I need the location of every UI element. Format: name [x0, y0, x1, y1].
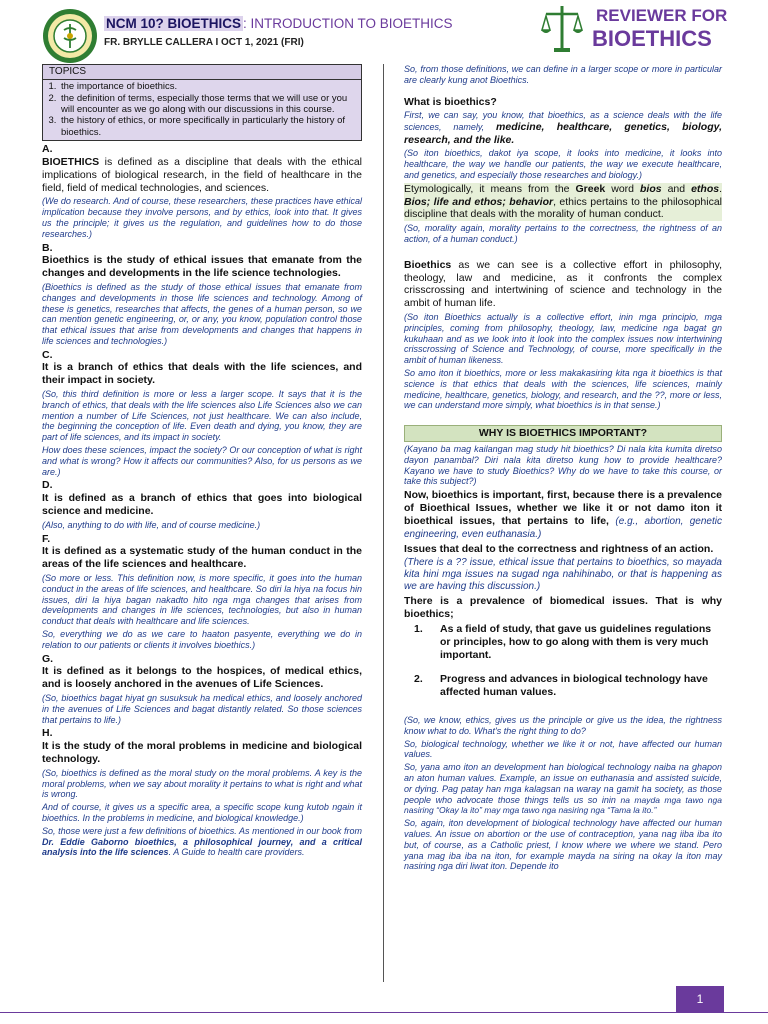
book-reference-lead: So, those were just a few definitions of bioethics. As mentioned in our book from: [42, 825, 362, 836]
course-title: [104, 16, 453, 31]
etymology-word: word: [605, 182, 640, 195]
definition-f-note: (So more or less. This definition now, is more specific, it goes into the human conduct in the areas of life sciences, and healthcare. So diri la hiya na focus hin issues, diri la hiya bagan nakadto hito nga mga changes that arises from developments and changes in life sciences, technologies, but also in human conduct that deals with healthcare and life sciences.: [42, 573, 362, 627]
etymology-note: (So, morality again, morality pertains to the correctness, the rightness of an action, of a human conduct.): [404, 223, 722, 244]
topic-item: 2. the definition of terms, especially those terms that we will use or you will encounter as we go along with our discussions in this course.: [59, 93, 357, 116]
course-code: NCM 10? BIOETHICS: [106, 16, 242, 31]
left-column: [42, 64, 362, 860]
reviewer-brand: [540, 2, 730, 58]
page-header: [0, 0, 768, 62]
book-reference-tail: . A Guide to health care providers.: [168, 847, 305, 858]
collective-effort-term: Bioethics: [404, 258, 452, 271]
book-title: Dr. Eddie Gaborno bioethics, a philosophical journey, and a critical analysis into the life sciences: [42, 836, 362, 858]
topics-list: [43, 80, 361, 140]
definition-f-note-2: So, everything we do as we care to haaton pasyente, everything we do in relation to our patients or clients it involves bioethics.): [42, 629, 362, 650]
closing-note-4: So, again, iton development of biological technology have affected our human values. An issue on abortion or the use of contraception, yana nag iiba iba ito but, of course, as a Catholic priest, I know where we where we stand. Pero yana mag iba iba na iton, for example mayda na siring na okay la iton may nasiring nga diri liwat iton. Depende ito: [404, 818, 722, 872]
reason-text: Progress and advances in biological technology have affected human values.: [440, 673, 708, 699]
answer-lead: First, we can say, you know, that bioethics, as a science deals with the life sciences, namely,: [404, 110, 722, 133]
definition-label: C.: [42, 348, 53, 361]
etymology-sep: .: [719, 182, 723, 195]
etymology-ethos: ethos: [691, 182, 720, 195]
definition-d: It is defined as a branch of ethics that goes into biological science and medicine.: [42, 492, 362, 518]
collective-effort-note: (So iton Bioethics actually is a collective effort, inin mga principio, mga principles, coming from philosophy, theology, law, medicine nga bagat gn kukuhaan and as we look into it look into the complex issues now intertwining crisscrossing of Science and Technology, of course, more specifically in the ambit of human likeness.: [404, 311, 722, 366]
definition-label: H.: [42, 727, 53, 740]
definition-label: A.: [42, 143, 53, 156]
right-column: [404, 64, 722, 874]
etymology-tail: , ethics pertains to the philosophical discipline that deals with the morality of human conduct.: [404, 195, 722, 221]
column-divider: [383, 64, 384, 982]
closing-note-3-text: So, yana amo iton an development han biological technology naiba na ghapon an aton human values. Example, an issue on euthanasia and assisted suicide, or dying. Pag patay han mga kalagsan na waray na gamit ha society, as those people who advocate those things tells us so inin: [404, 762, 722, 805]
definition-b-note: (Bioethics is defined as the study of those ethical issues that emanate from changes and developments in those life sciences and technology. Among of these is genetics, researches that affects, the genes of a human person, so we can mention genetic engineering, or, or any, you know, population control those that ethical issues that arise from developments and changes that happens in life sciences and technologies.): [42, 281, 362, 346]
definition-g: It is defined as it belongs to the hospices, of medical ethics, and is loosely anchored in the avenues of Life Sciences.: [42, 665, 362, 691]
definition-label: F.: [42, 532, 51, 545]
topics-box: [42, 64, 362, 141]
definition-c-note-2: How does these sciences, impact the society? Or our conception of what is right and what is wrong? How it affects our communities? Also, for us persons as we are.): [42, 445, 362, 477]
definition-a-note: (We do research. And of course, these researchers, these practices have ethical implication because they involve persons, and by ethics, look into that. It gives us the principle; it gives us the regulation, and guidelines how to do those researches.): [42, 196, 362, 239]
etymology-and: and: [661, 182, 692, 195]
reason-item: [414, 673, 722, 699]
reason-number: 2.: [414, 673, 423, 686]
definition-a-text: is defined as a discipline that deals with the ethical implications of biological research, in the field of healthcare in the field, field of medical technologies, and sciences.: [42, 155, 362, 194]
section-question: What is bioethics?: [404, 95, 497, 108]
closing-note-1: (So, we know, ethics, gives us the principle or give us the idea, the rightness know what to do. What's the right thing to do?: [404, 715, 722, 736]
term-bioethics: BIOETHICS: [42, 155, 100, 168]
brand-line-2: BIOETHICS: [592, 26, 712, 51]
collective-effort-note-2: So amo iton it bioethics, more or less makakasiring kita nga it bioethics is that science is that ethics that deals with the sciences, life sciences, mainly medicine, healthcare, genetics, biology, and research, and the ??, more or less, we can understand more simply, what bioethics is in that sense.): [404, 367, 722, 411]
prevalence-text: There is a prevalence of biomedical issues. That is why bioethics;: [404, 595, 722, 621]
topic-item: 3. the history of ethics, or more specifically in particularly the history of bioethics.: [59, 115, 357, 138]
footer-rule: [0, 1012, 768, 1013]
etymology-meaning: Bios; life and ethos; behavior: [404, 195, 554, 208]
definition-h: It is the study of the moral problems in medicine and biological technology.: [42, 740, 362, 765]
section-heading-why: WHY IS BIOETHICS IMPORTANT?: [404, 425, 722, 442]
etymology-greek: Greek: [575, 182, 606, 195]
lecturer-date: FR. BRYLLE CALLERA I OCT 1, 2021 (FRI): [104, 37, 304, 48]
answer-note: [404, 110, 722, 146]
etymology-lead: Etymologically, it means from the: [404, 182, 576, 195]
definition-c-note: (So, this third definition is more or less a larger scope. It says that it is the branch of ethics, that deals with the life sciences also Life Sciences also we can mention a number of Life Sciences, not just healthcare. We can also include, the beginning the conception of life. Even death and dying, you know, they are part of life sciences, and its impact in society.: [42, 389, 362, 443]
definition-c: It is a branch of ethics that deals with the life sciences, and their impact in society.: [42, 361, 362, 387]
course-name: : INTRODUCTION TO BIOETHICS: [243, 16, 453, 31]
reason-item: [414, 623, 722, 661]
definition-d-note: (Also, anything to do with life, and of course medicine.): [42, 519, 261, 530]
answer-emphasis: medicine, healthcare, genetics, biology, research, and the like.: [404, 121, 722, 146]
page-number: 1: [676, 986, 724, 1012]
definition-b: Bioethics is the study of ethical issues that emanate from the changes and developments in the life science technologies.: [42, 254, 362, 280]
school-seal-logo: [42, 8, 98, 64]
why-text-main: Now, bioethics is important, first, because there is a prevalence of Bioethical Issues, whether we like it or not damo iton it bioethical issues, that pertains to life,: [404, 489, 722, 527]
definition-f: It is defined as a systematic study of the human conduct in the areas of the life sciences and healthcare.: [42, 545, 362, 571]
page-footer: [0, 982, 768, 1024]
why-text: [404, 489, 722, 541]
balance-scale-icon: [540, 2, 584, 54]
answer-note-2: (So iton bioethics, dakot iya scope, it looks into medicine, it looks into healthcare, the way we handle our patients, the way we execute healthcare, and genetics, and especially those researches and biology.): [404, 148, 722, 180]
definition-label: B.: [42, 241, 53, 254]
closing-note-3: [404, 762, 722, 816]
reason-number: 1.: [414, 623, 423, 636]
reason-text: As a field of study, that gave us guidelines regulations or principles, how to go along with them is very much important.: [440, 623, 712, 661]
definition-label: G.: [42, 652, 54, 665]
definition-h-note: (So, bioethics is defined as the moral study on the moral problems. A key is the moral problems, when we say about morality it pertains to what is right and what is wrong.: [42, 767, 362, 800]
closing-note-2: So, biological technology, whether we like it or not, have affected our human values.: [404, 738, 722, 760]
topics-heading: TOPICS: [43, 65, 361, 80]
collective-effort-text: as we can see is a collective effort in philosophy, theology, law and medicine, as it confronts the complex crisscrossing and intertwining of science and technology in the ambit of human life.: [404, 258, 722, 310]
collective-effort: [404, 259, 722, 310]
etymology: [404, 183, 722, 221]
definition-h-note-2: And of course, it gives us a specific area, a specific scope kung kutob ngain it bioethics. In the problems in medicine, and biological knowledge.): [42, 802, 362, 823]
why-text-examples: (e.g., abortion, genetic engineering, even euthanasia.): [404, 515, 722, 540]
book-reference: [42, 826, 362, 858]
definition-label: D.: [42, 479, 53, 492]
issues-text: Issues that deal to the correctness and rightness of an action.: [404, 542, 714, 555]
intro-note: So, from those definitions, we can define in a larger scope or more in particular are clearly kung anot Bioethics.: [404, 64, 722, 85]
definition-a: [42, 156, 362, 194]
closing-note-3-quote: na mayda mga tawo nga nasiring “Okay la ito” may mga tawo nga nasiring nga “Tama la ito.”: [404, 794, 722, 816]
etymology-bios: bios: [640, 182, 662, 195]
definition-g-note: (So, bioethics bagat hiyat gn susuksuk ha medical ethics, and loosely anchored in the avenues of Life Sciences and bagat distantly related. So those sciences that pertains to life.): [42, 693, 362, 725]
brand-line-1: REVIEWER FOR: [596, 6, 728, 25]
issues-note: (There is a ?? issue, ethical issue that pertains to bioethics, so mayada kita hini mga issues na sugad nga nahihinabo, or that is happening as we are having this discussion.): [404, 557, 722, 593]
topic-item: 1. the importance of bioethics.: [59, 81, 357, 92]
why-note: (Kayano ba mag kailangan mag study hit bioethics? Di nala kita kumita diretso dayon panambal? Diri nala kita diretso kung how to provide healthcare? Kayano we have to study Bioethics? Why do we have to take this course, or take this subject?): [404, 443, 722, 487]
